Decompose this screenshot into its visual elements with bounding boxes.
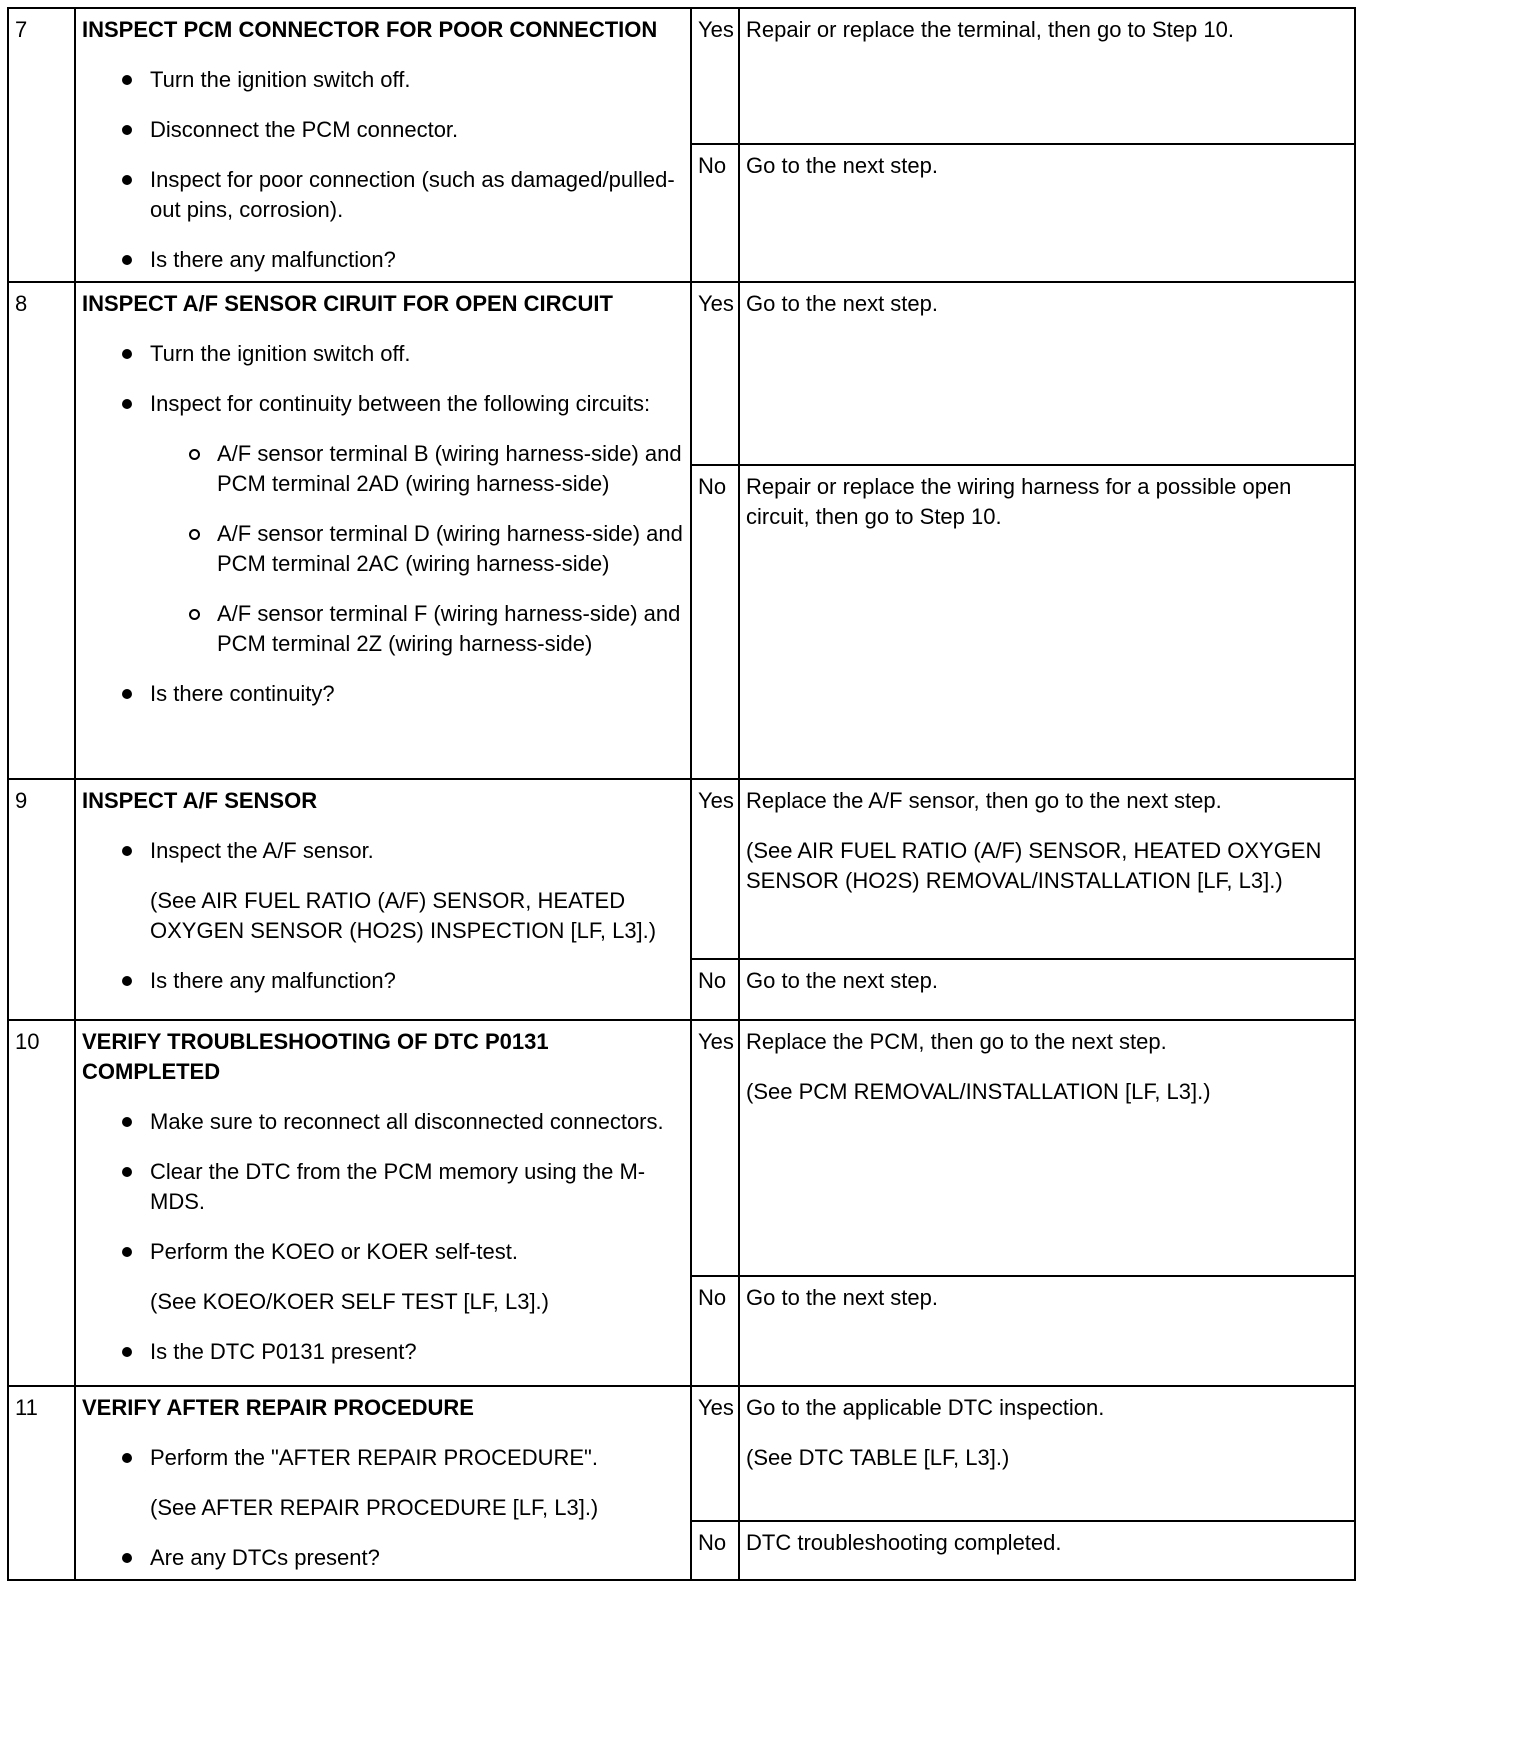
yes-label: Yes <box>691 1020 739 1276</box>
step-bullet-text: Is there continuity? <box>150 681 335 706</box>
step-bullet-item <box>82 1237 684 1317</box>
step-bullet-text: Turn the ignition switch off. <box>150 67 411 92</box>
no-label: No <box>691 959 739 1020</box>
step-bullet-item <box>82 966 684 996</box>
step-row-yes <box>8 8 1355 144</box>
yes-label: Yes <box>691 1386 739 1521</box>
step-reference-text: (See KOEO/KOER SELF TEST [LF, L3].) <box>150 1289 549 1314</box>
step-bullet-text: Disconnect the PCM connector. <box>150 117 459 142</box>
step-number: 7 <box>8 8 75 282</box>
yes-result-text: (See PCM REMOVAL/INSTALLATION [LF, L3].) <box>746 1079 1211 1104</box>
no-result-text: Go to the next step. <box>746 1285 939 1310</box>
step-bullet-text: Perform the KOEO or KOER self-test. <box>150 1239 518 1264</box>
step-bullet-item <box>82 1543 684 1573</box>
step-bullet-list <box>82 339 684 709</box>
step-number: 11 <box>8 1386 75 1580</box>
yes-result-text: Replace the PCM, then go to the next step. <box>746 1029 1167 1054</box>
step-number: 10 <box>8 1020 75 1386</box>
step-bullet-text: Are any DTCs present? <box>150 1545 380 1570</box>
yes-label: Yes <box>691 282 739 465</box>
yes-label: Yes <box>691 8 739 144</box>
step-bullet-item <box>82 339 684 369</box>
yes-result <box>739 1020 1355 1276</box>
step-bullet-list <box>82 1107 684 1367</box>
step-bullet-item <box>82 1157 684 1217</box>
step-number: 8 <box>8 282 75 779</box>
no-result <box>739 1521 1355 1580</box>
step-action <box>75 779 691 1020</box>
step-bullet-text: Is there any malfunction? <box>150 247 396 272</box>
step-bullet-text: Turn the ignition switch off. <box>150 341 411 366</box>
yes-result <box>739 1386 1355 1521</box>
yes-result-text: (See DTC TABLE [LF, L3].) <box>746 1445 1010 1470</box>
step-bullet-list <box>82 836 684 996</box>
yes-result <box>739 8 1355 144</box>
yes-result-text: Replace the A/F sensor, then go to the next step. <box>746 788 1222 813</box>
step-action <box>75 1386 691 1580</box>
step-bullet-item <box>82 679 684 709</box>
step-bullet-text: Inspect for continuity between the following circuits: <box>150 391 651 416</box>
step-heading: VERIFY AFTER REPAIR PROCEDURE <box>82 1395 474 1420</box>
step-reference-text: (See AIR FUEL RATIO (A/F) SENSOR, HEATED OXYGEN SENSOR (HO2S) INSPECTION [LF, L3].) <box>150 888 657 943</box>
step-action <box>75 282 691 779</box>
step-row-yes <box>8 779 1355 959</box>
step-bullet-item <box>82 65 684 95</box>
step-bullet-item <box>82 115 684 145</box>
step-bullet-item <box>82 165 684 225</box>
step-bullet-text: Clear the DTC from the PCM memory using the M-MDS. <box>150 1159 646 1214</box>
no-result-text: Go to the next step. <box>746 153 939 179</box>
step-heading: INSPECT A/F SENSOR CIRUIT FOR OPEN CIRCUIT <box>82 291 613 316</box>
no-label: No <box>691 465 739 779</box>
no-result <box>739 959 1355 1020</box>
step-bullet-item <box>82 836 684 946</box>
no-label: No <box>691 144 739 282</box>
sub-bullet-item: A/F sensor terminal F (wiring harness-side) and PCM terminal 2Z (wiring harness-side) <box>150 599 684 659</box>
step-bullet-text: Inspect for poor connection (such as damaged/pulled-out pins, corrosion). <box>150 167 675 222</box>
steps-body <box>8 8 1355 1580</box>
yes-result <box>739 779 1355 959</box>
step-bullet-text: Is there any malfunction? <box>150 968 396 993</box>
step-bullet-item <box>82 1337 684 1367</box>
no-label: No <box>691 1521 739 1580</box>
step-row-yes <box>8 1020 1355 1276</box>
step-reference-text: (See AFTER REPAIR PROCEDURE [LF, L3].) <box>150 1495 599 1520</box>
no-result-text: DTC troubleshooting completed. <box>746 1530 1062 1556</box>
no-result <box>739 1276 1355 1386</box>
sub-bullet-item: A/F sensor terminal D (wiring harness-side) and PCM terminal 2AC (wiring harness-side) <box>150 519 684 579</box>
yes-result-text: Repair or replace the terminal, then go to Step 10. <box>746 17 1234 42</box>
step-bullet-list <box>82 65 684 275</box>
yes-result-text: Go to the applicable DTC inspection. <box>746 1395 1105 1420</box>
step-bullet-item <box>82 1107 684 1137</box>
no-label: No <box>691 1276 739 1386</box>
yes-result-text: Go to the next step. <box>746 291 939 316</box>
diagnostic-steps-table <box>7 7 1356 1581</box>
step-action <box>75 8 691 282</box>
step-row-yes <box>8 1386 1355 1521</box>
no-result-text: Go to the next step. <box>746 968 939 993</box>
yes-result-text: (See AIR FUEL RATIO (A/F) SENSOR, HEATED OXYGEN SENSOR (HO2S) REMOVAL/INSTALLATION [LF, L3].) <box>746 838 1322 893</box>
sub-bullet-item: A/F sensor terminal B (wiring harness-side) and PCM terminal 2AD (wiring harness-side) <box>150 439 684 499</box>
step-bullet-list <box>82 1443 684 1573</box>
sub-bullet-list <box>150 439 684 659</box>
step-bullet-text: Perform the "AFTER REPAIR PROCEDURE". <box>150 1445 598 1470</box>
no-result <box>739 144 1355 282</box>
step-heading: INSPECT A/F SENSOR <box>82 788 318 813</box>
yes-result <box>739 282 1355 465</box>
step-bullet-text: Is the DTC P0131 present? <box>150 1339 417 1364</box>
step-number: 9 <box>8 779 75 1020</box>
no-result-text: Repair or replace the wiring harness for a possible open circuit, then go to Step 10. <box>746 474 1292 529</box>
step-bullet-text: Make sure to reconnect all disconnected connectors. <box>150 1109 664 1134</box>
step-bullet-text: Inspect the A/F sensor. <box>150 838 374 863</box>
step-bullet-item <box>82 245 684 275</box>
step-bullet-item <box>82 389 684 659</box>
step-heading: VERIFY TROUBLESHOOTING OF DTC P0131 COMPLETED <box>82 1029 549 1084</box>
yes-label: Yes <box>691 779 739 959</box>
step-heading: INSPECT PCM CONNECTOR FOR POOR CONNECTION <box>82 17 658 42</box>
step-action <box>75 1020 691 1386</box>
no-result <box>739 465 1355 779</box>
step-row-yes <box>8 282 1355 465</box>
step-bullet-item <box>82 1443 684 1523</box>
